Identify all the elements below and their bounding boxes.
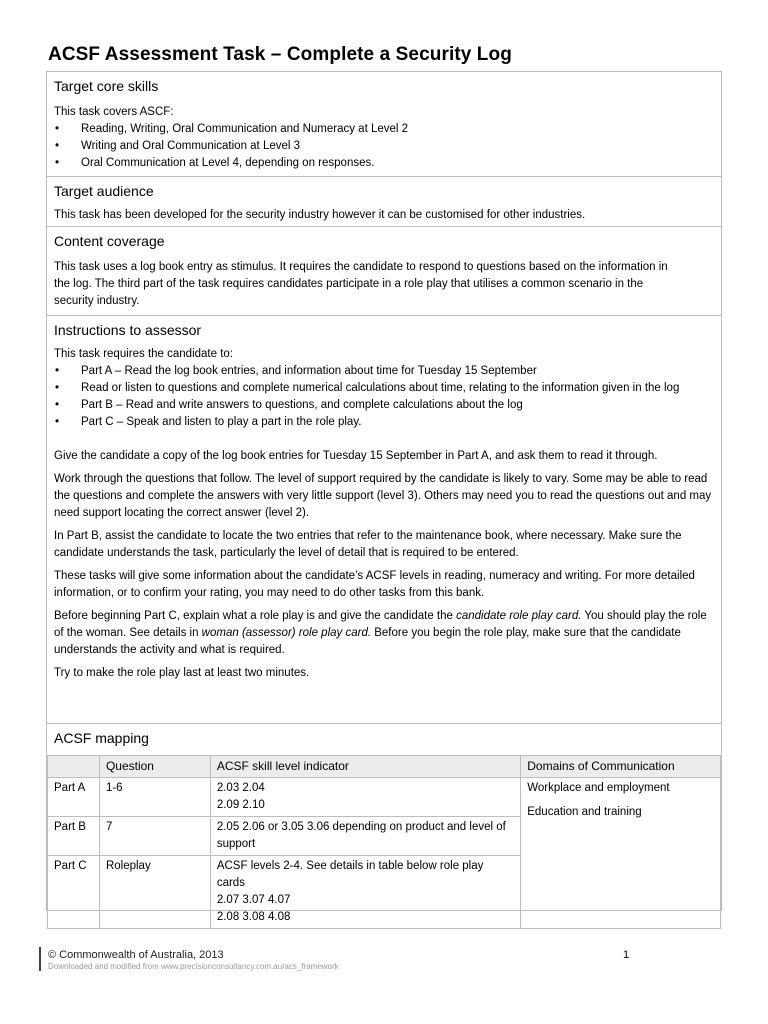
instructions-heading: Instructions to assessor [54,322,202,338]
part-cell: Part A [48,778,100,817]
mapping-table [47,755,721,929]
table-header-row [48,756,721,778]
instructions-intro: This task requires the candidate to: [54,348,233,360]
candidate-card-reference: candidate role play card. [456,610,582,622]
question-cell: 7 [99,817,210,856]
domains-cell [521,778,721,929]
mapping-heading: ACSF mapping [54,730,149,746]
core-skills-intro: This task covers ASCF: [54,106,174,118]
indicator-cell: 2.05 2.06 or 3.05 3.06 depending on product and level of support [210,817,520,856]
footer-divider [39,947,41,971]
assessor-card-reference: woman (assessor) role play card. [201,627,372,639]
role-play-paragraph: Before beginning Part C, explain what a role play is and give the candidate the candidate role play card. You should play the role of the woman. See details in woman (assessor) role play card. Before you begin the role play, make sure that the candidate understands the activity and what is required. [54,610,707,656]
task-frame [46,71,722,923]
list-item: • Part B – Read and write answers to questions, and complete calculations about the log [54,397,715,414]
question-cell: 1-6 [99,778,210,817]
table-header-cell: Question [99,756,210,778]
coverage-text: This task uses a log book entry as stimulus. It requires the candidate to respond to questions based on the information in the log. The third part of the task requires candidates participate in a role play that utilises a common scenario in the security industry. [54,261,668,307]
question-cell: Roleplay [99,856,210,929]
instructions-paragraph: Work through the questions that follow. The level of support required by the candidate is likely to vary. Some may be able to read the questions and complete the answers with very little support (level 3). Others may need you to read the questions out and may need support locating the correct answer (level 2). [54,473,712,519]
list-item: • Reading, Writing, Oral Communication and Numeracy at Level 2 [54,121,721,138]
audience-heading: Target audience [54,183,154,199]
coverage-heading: Content coverage [54,233,165,249]
instructions-section [47,315,721,723]
instructions-paragraph: Give the candidate a copy of the log book entries for Tuesday 15 September in Part A, and ask them to read it through. [54,450,658,462]
part-cell: Part B [48,817,100,856]
instructions-list [54,363,721,431]
page-title: ACSF Assessment Task – Complete a Security Log [48,44,512,65]
list-item: • Writing and Oral Communication at Level 3 [54,138,721,155]
coverage-section [47,226,721,315]
table-header-cell: ACSF skill level indicator [210,756,520,778]
core-skills-heading: Target core skills [54,78,159,94]
instructions-paragraph: Try to make the role play last at least two minutes. [54,667,310,679]
table-header-cell: Domains of Communication [521,756,721,778]
copyright-text: © Commonwealth of Australia, 2013 [48,949,224,961]
indicator-cell: ACSF levels 2-4. See details in table below role play cards 2.07 3.07 4.07 2.08 3.08 4.08 [210,856,520,929]
table-row [48,778,721,817]
list-item: • Read or listen to questions and complete numerical calculations about time, relating to the information given in the log [54,380,715,397]
core-skills-section [47,72,721,176]
core-skills-list [54,121,721,172]
domain-item: Workplace and employment [527,782,670,794]
indicator-cell: 2.03 2.04 2.09 2.10 [210,778,520,817]
list-item: • Oral Communication at Level 4, depending on responses. [54,155,721,172]
page-number: 1 [623,949,630,961]
source-text: Downloaded and modified from www.precisionconsultancy.com.au/acs_framework [48,962,339,971]
audience-text: This task has been developed for the security industry however it can be customised for other industries. [54,209,586,221]
part-cell: Part C [48,856,100,929]
mapping-section [47,723,721,755]
instructions-paragraph: These tasks will give some information about the candidate’s ACSF levels in reading, numeracy and writing. For more detailed information, or to confirm your rating, you may need to do other tasks from this bank. [54,570,695,599]
audience-section [47,176,721,226]
instructions-paragraph: In Part B, assist the candidate to locate the two entries that refer to the maintenance book, where necessary. Make sure the candidate understands the task, particularly the level of detail that is required to be entered. [54,530,682,559]
list-item: • Part A – Read the log book entries, and information about time for Tuesday 15 September [54,363,715,380]
list-item: • Part C – Speak and listen to play a part in the role play. [54,414,715,431]
domain-item: Education and training [527,806,642,818]
table-header-cell [48,756,100,778]
